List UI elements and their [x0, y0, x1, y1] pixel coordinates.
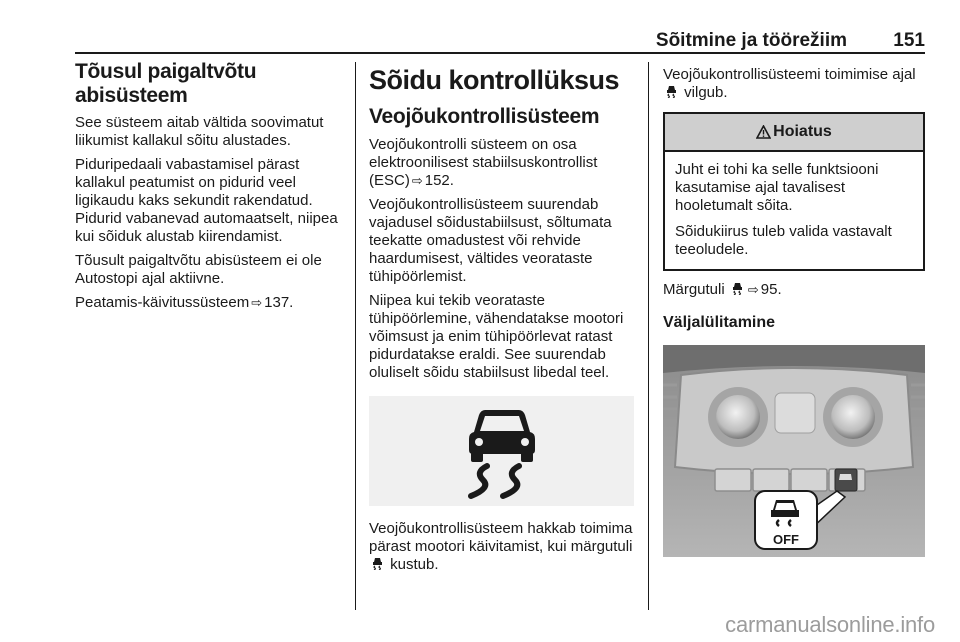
paragraph-text: Veojõukontrolli süsteem on osa elektroonilisest stabiilsuskontrollist (ESC): [369, 136, 598, 189]
paragraph-with-lamp: [663, 66, 925, 102]
paragraph-text: Veojõukontrollisüsteemi toimimise ajal: [663, 66, 916, 83]
paragraph: Piduripedaali vabastamisel pärast kallakul peatumist on pidurid veel ligikaudu kaks sekundit rakendatud. Pidurid vabanevad automaatselt, niipea kui sõiduk alustab kiirendamist.: [75, 156, 338, 245]
page-header: [75, 28, 925, 54]
warning-box: [663, 112, 925, 271]
header-rule: [75, 52, 925, 54]
page-reference-icon: ⇨: [251, 295, 263, 310]
center-console-illustration: [663, 345, 925, 557]
traction-control-lamp-icon: [665, 85, 678, 98]
page-reference-link[interactable]: 95.: [760, 281, 782, 298]
link-text: Peatamis-käivitussüsteem: [75, 294, 250, 311]
paragraph: Niipea kui tekib veorataste tühipöörlemine, vähendatakse mootori võimsust ja enim tühipöörlevat ratast pidurdatakse eraldi. See suurendab oluliselt sõidu stabiilsust libedal teel.: [369, 292, 624, 381]
column-2: [369, 60, 634, 574]
paragraph-with-link: [75, 294, 345, 312]
paragraph-text: Märgutuli: [663, 281, 725, 298]
column-1: [75, 60, 345, 312]
page-reference-icon: ⇨: [411, 173, 423, 188]
paragraph-text: vilgub.: [684, 84, 728, 101]
warning-triangle-icon: [756, 125, 771, 139]
page-reference-link[interactable]: 137.: [264, 294, 294, 311]
subheading-deactivation: Väljalülitamine: [663, 314, 776, 331]
watermark: carmanualsonline.info: [725, 612, 935, 637]
heading-hill-start-assist: [75, 60, 345, 108]
warning-paragraph: Juht ei tohi ka selle funktsiooni kasutamise ajal tavalisest hooletumalt sõita.: [675, 161, 879, 214]
heading-line-2: abisüsteem: [75, 84, 188, 107]
heading-line-1: Tõusul paigaltvõtu: [75, 60, 257, 83]
traction-control-lamp-icon: [371, 557, 384, 570]
subsection-title: Veojõukontrollisüsteem: [369, 105, 600, 128]
traction-control-symbol-box: [369, 396, 634, 506]
section-title: Sõidu kontrollüksus: [369, 65, 620, 95]
paragraph: Veojõukontrollisüsteem suurendab vajadusel sõidustabiilsust, sõltumata teekatte omadustest või rehvide haardumisest, vältides veorataste tühipöörlemist.: [369, 196, 612, 285]
paragraph-with-link: [663, 281, 925, 299]
off-label: OFF: [773, 532, 799, 547]
paragraph: Tõusult paigaltvõtu abisüsteem ei ole Autostopi ajal aktiivne.: [75, 252, 322, 287]
warning-body: [665, 152, 923, 269]
traction-control-lamp-icon: [731, 282, 744, 295]
paragraph: See süsteem aitab vältida soovimatut liikumist kallakul sõitu alustades.: [75, 114, 324, 149]
warning-header: [665, 114, 923, 152]
column-divider-2: [648, 62, 649, 610]
warning-title: Hoiatus: [773, 123, 832, 140]
warning-paragraph: Sõidukiirus tuleb valida vastavalt teeoludele.: [675, 223, 892, 258]
page-reference-link[interactable]: 152.: [424, 172, 454, 189]
column-divider-1: [355, 62, 356, 610]
column-3: [663, 60, 925, 557]
paragraph-text: Veojõukontrollisüsteem hakkab toimima pärast mootori käivitamist, kui märgutuli: [369, 520, 633, 555]
page-number: 151: [893, 30, 925, 51]
paragraph-with-link: [369, 136, 634, 190]
center-console-photo: [663, 345, 925, 557]
header-title: Sõitmine ja töörežiim: [655, 30, 847, 51]
paragraph-text: kustub.: [390, 556, 439, 573]
paragraph-with-lamp: [369, 520, 634, 574]
skidding-car-icon: [457, 404, 547, 499]
page-reference-icon: ⇨: [747, 282, 759, 297]
